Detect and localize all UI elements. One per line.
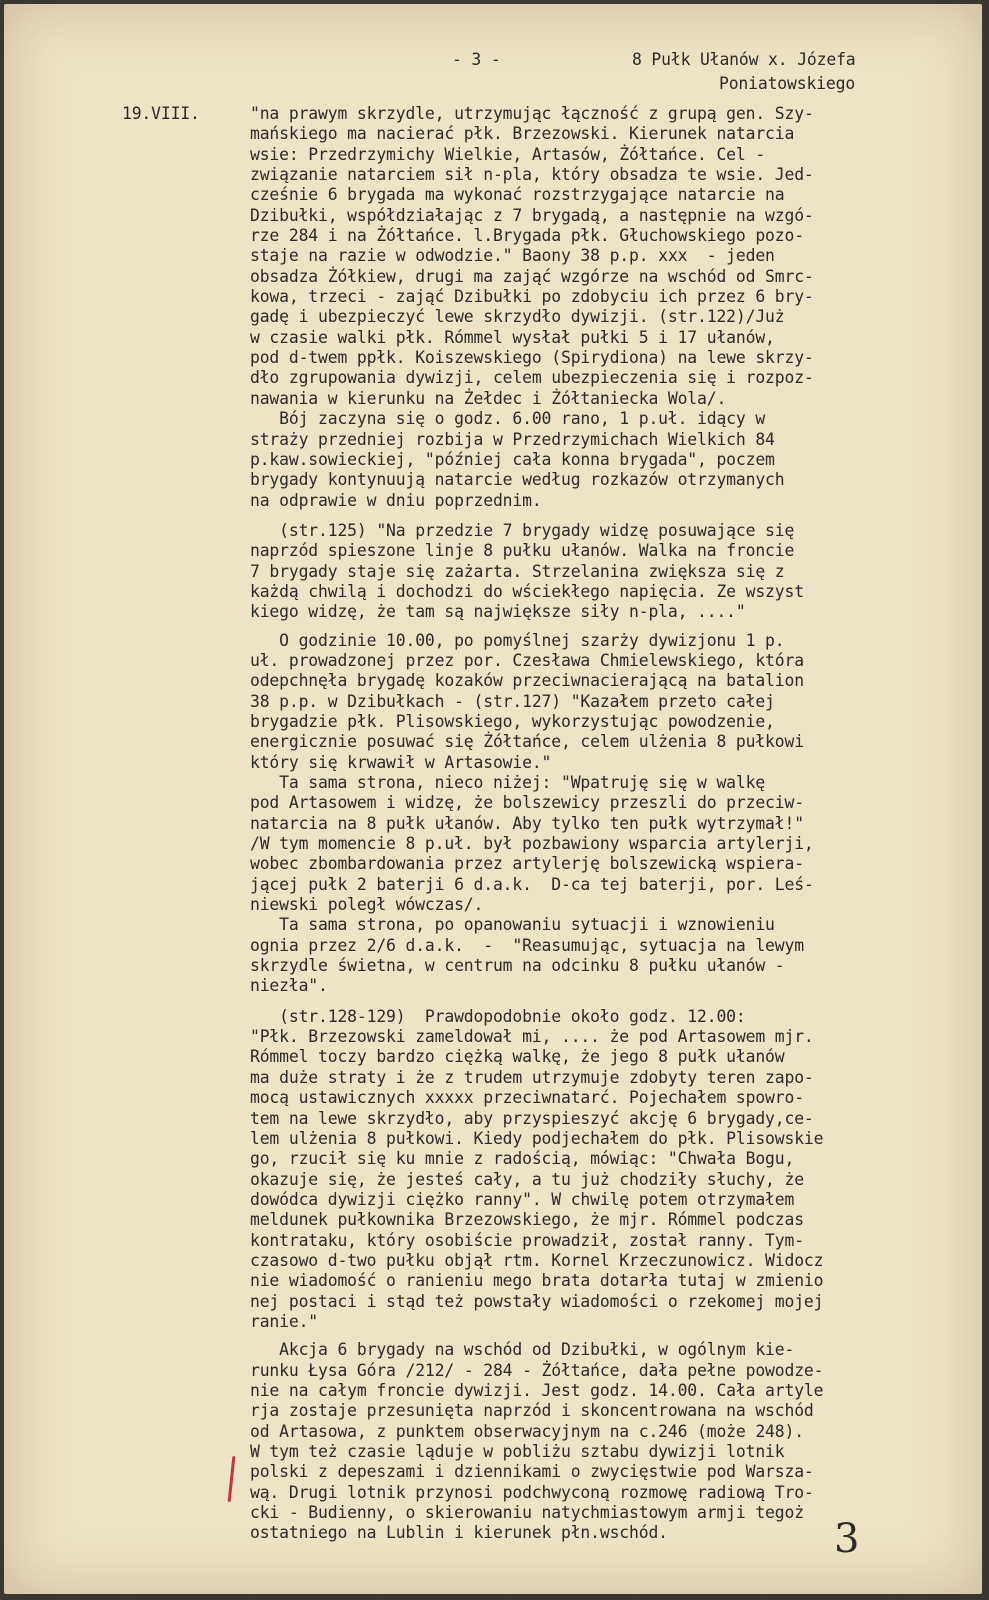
text-line: odepchnęła brygadę kozaków przeciwnacierającą na batalion [250,671,804,691]
text-line: wą. Drugi lotnik przynosi podchwyconą rozmowę radiową Tro- [250,1482,814,1502]
text-line: jącej pułk 2 baterji 6 d.a.k. D-ca tej baterji, por. Leś- [250,874,814,894]
text-line: niewski poległ wówczas/. [250,895,484,915]
text-line: Ta sama strona, po opanowaniu sytuacji i wznowieniu [250,915,775,935]
text-line: kowa, trzeci - zająć Dzibułki po zdobyciu ich przez 6 bry- [250,287,814,307]
text-line: tem na lewe skrzydło, aby przyspieszyć akcję 6 brygady,ce- [250,1108,814,1128]
text-line: pod d-twem ppłk. Koiszewskiego (Spirydiona) na lewe skrzy- [250,348,814,368]
text-line: energicznie posuwać się Żółtańce, celem ulżenia 8 pułkowi [250,732,804,752]
text-line: dło zgrupowania dywizji, celem ubezpieczenia się i rozpoz- [250,368,814,388]
text-line: (str.128-129) Prawdopodobnie około godz. 12.00: [250,1006,746,1026]
text-line: nie wiadomość o ranieniu mego brata dotarła tutaj w zmienio [250,1271,824,1291]
body-text [250,104,823,1544]
paragraph [250,1340,823,1543]
text-line: O godzinie 10.00, po pomyślnej szarży dywizjonu 1 p. [250,630,785,650]
text-line: na odprawie w dniu poprzednim. [250,490,542,510]
text-line: dowódca dywizji ciężko ranny". W chwilę potem otrzymałem [250,1189,795,1209]
entry-date: 19.VIII. [122,104,200,123]
unit-title-line2: Poniatowskiego [719,74,856,93]
text-line: naprzód spieszone linje 8 pułku ułanów. Walka na froncie [250,541,795,561]
text-line: nawania w kierunku na Żełdec i Żółtaniecka Wola/. [250,388,727,408]
text-line: związanie natarciem sił n-pla, który obsadza te wsie. Jed- [250,165,814,185]
text-line: meldunek pułkownika Brzezowskiego, że mjr. Rómmel podczas [250,1210,804,1230]
text-line: nej postaci i stąd też powstały wiadomości o rzekomej mojej [250,1291,824,1311]
text-line: kiego widzę, że tam są największe siły n-pla, ...." [250,602,746,622]
text-line: rze 284 i na Żółtańce. l.Brygada płk. Głuchowskiego pozo- [250,226,804,246]
text-line: uł. prowadzonej przez por. Czesława Chmielewskiego, która [250,650,804,670]
text-line: Bój zaczyna się o godz. 6.00 rano, 1 p.uł. idący w [250,409,766,429]
text-line: w czasie walki płk. Rómmel wysłał pułki 5 i 17 ułanów, [250,327,775,347]
handwritten-page-number: 3 [834,1516,860,1562]
text-line: ognia przez 2/6 d.a.k. - "Reasumując, sytuacja na lewym [250,935,804,955]
document-page [4,4,982,1594]
text-line: skrzydle świetna, w centrum na odcinku 8 pułku ułanów - [250,956,785,976]
text-line: staje na razie w odwodzie." Baony 38 p.p. xxx - jeden [250,246,775,266]
text-line: lem ulżenia 8 pułkowi. Kiedy podjechałem do płk. Plisowskie [250,1128,824,1148]
text-line: go, rzucił się ku mnie z radością, mówiąc: "Chwała Bogu, [250,1149,795,1169]
text-line: wsie: Przedrzymichy Wielkie, Artasów, Żółtańce. Cel - [250,144,766,164]
text-line: Ta sama strona, nieco niżej: "Wpatruję się w walkę [250,773,766,792]
red-margin-mark [228,1456,236,1502]
text-line: gadę i ubezpieczyć lewe skrzydło dywizji. (str.122)/Już [250,307,785,327]
text-line: W tym też czasie ląduje w pobliżu sztabu dywizji lotnik [250,1442,785,1461]
text-line: ostatniego na Lublin i kierunek płn.wschód. [250,1523,668,1543]
text-line: obsadza Żółkiew, drugi ma zająć wzgórze na wschód od Smrc- [250,266,814,286]
text-line: polski z depeszami i dziennikami o zwycięstwie pod Warsza- [250,1462,814,1482]
text-line: "na prawym skrzydle, utrzymując łączność z grupą gen. Szy- [250,104,814,123]
text-line: pod Artasowem i widzę, że bolszewicy przeszli do przeciw- [250,793,804,813]
text-line: mocą ustawicznych xxxxx przeciwnatarć. Pojechałem spowro- [250,1088,804,1108]
text-line: mańskiego ma nacierać płk. Brzezowski. Kierunek natarcia [250,124,795,144]
text-line: 38 p.p. w Dzibułkach - (str.127) "Kazałem przeto całej [250,691,775,711]
text-line: ma duże straty i że z trudem utrzymuje zdobyty teren zapo- [250,1067,814,1087]
text-line: kontrataku, który osobiście prowadził, został ranny. Tym- [250,1230,804,1250]
text-line: ranie." [250,1311,319,1331]
text-line: p.kaw.sowieckiej, "później cała konna brygada", poczem [250,449,775,469]
text-line: od Artasowa, z punktem obserwacyjnym na c.246 (może 248). [250,1421,804,1441]
text-line: runku Łysa Góra /212/ - 284 - Żółtańce, dała pełne powodze- [250,1360,824,1380]
paragraph [250,521,823,623]
text-line: każdą chwilą i dochodzi do wściekłego napięcia. Ze wszyst [250,581,804,601]
paragraph [250,104,823,511]
text-line: niezła". [250,976,328,996]
text-line: /W tym momencie 8 p.uł. był pozbawiony wsparcia artylerji, [250,834,814,854]
text-line: który się krwawił w Artasowie." [250,752,552,772]
text-line: brygady kontynuują natarcie według rozkazów otrzymanych [250,470,785,490]
text-line: straży przedniej rozbija w Przedrzymichach Wielkich 84 [250,429,775,449]
text-line: brygadzie płk. Plisowskiego, wykorzystując powodzenie, [250,711,775,731]
paragraph [250,631,823,997]
paragraph [250,1007,823,1333]
text-line: "Płk. Brzezowski zameldował mi, .... że pod Artasowem mjr. [250,1027,814,1047]
unit-title-line1: 8 Pułk Ułanów x. Józefa [632,50,856,69]
text-line: Rómmel toczy bardzo ciężką walkę, że jego 8 pułk ułanów [250,1047,785,1067]
text-line: Dzibułki, współdziałając z 7 brygadą, a następnie na wzgó- [250,205,814,225]
text-line: 7 brygady staje się zażarta. Strzelanina zwiększa się z [250,561,785,581]
text-line: cześnie 6 brygada ma wykonać rozstrzygające natarcie na [250,185,785,205]
text-line: natarcia na 8 pułk ułanów. Aby tylko ten pułk wytrzymał!" [250,813,804,833]
text-line: nie na całym froncie dywizji. Jest godz. 14.00. Cała artyle [250,1380,824,1400]
text-line: (str.125) "Na przedzie 7 brygady widzę posuwające się [250,520,795,540]
text-line: cki - Budienny, o skierowaniu natychmiastowym armji tegoż [250,1503,804,1523]
text-line: wobec zbombardowania przez artylerję bolszewicką wspiera- [250,854,804,874]
text-line: rja zostaje przesunięta naprzód i skoncentrowana na wschód [250,1401,814,1421]
text-line: okazuje się, że jesteś cały, a tu już chodziły słuchy, że [250,1169,804,1189]
text-line: czasowo d-two pułku objął rtm. Kornel Krzeczunowicz. Widocz [250,1250,824,1270]
page-marker: - 3 - [452,50,501,69]
text-line: Akcja 6 brygady na wschód od Dzibułki, w ogólnym kie- [250,1340,795,1360]
